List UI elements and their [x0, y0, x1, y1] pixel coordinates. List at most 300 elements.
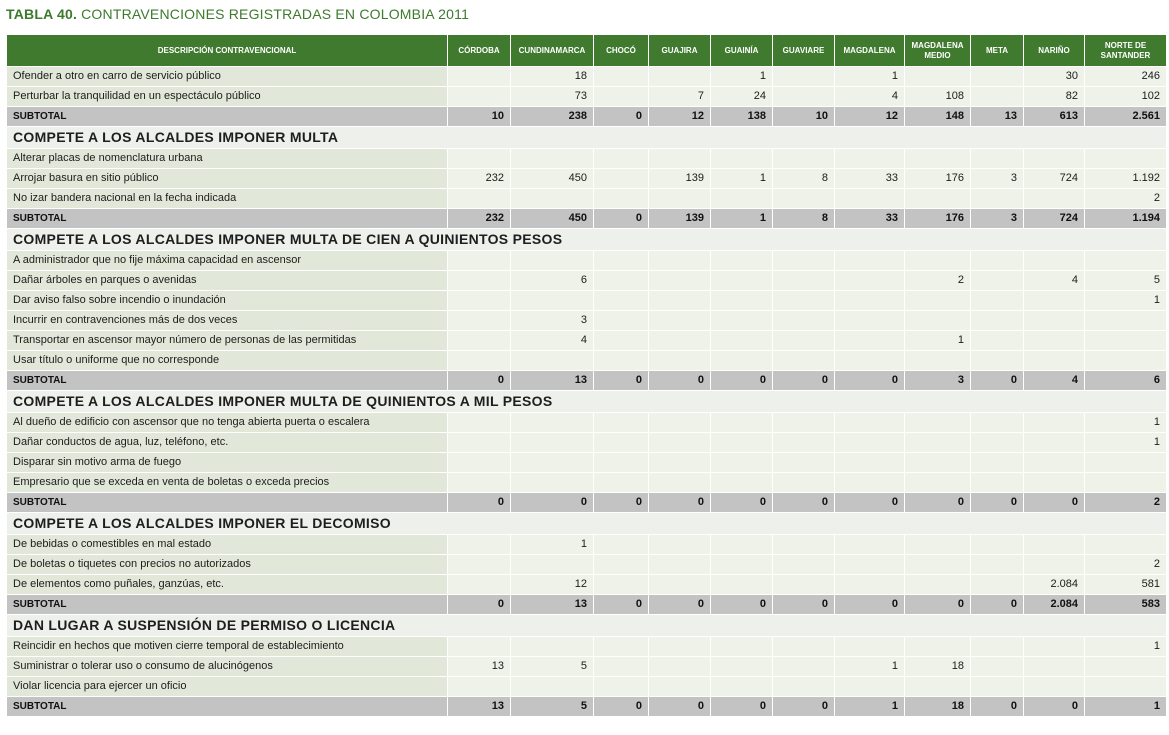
table-cell: [773, 433, 835, 453]
row-description: Incurrir en contravenciones más de dos veces: [7, 311, 448, 331]
table-cell: [1024, 291, 1085, 311]
table-cell: [1024, 189, 1085, 209]
table-cell: [448, 87, 511, 107]
table-cell: [971, 433, 1024, 453]
table-cell: [711, 637, 773, 657]
table-cell: 138: [711, 107, 773, 127]
table-cell: [649, 473, 711, 493]
table-row: [7, 351, 1167, 371]
table-cell: [511, 189, 594, 209]
table-cell: [971, 555, 1024, 575]
table-cell: [773, 555, 835, 575]
table-row: [7, 637, 1167, 657]
table-cell: 724: [1024, 169, 1085, 189]
row-description: Alterar placas de nomenclatura urbana: [7, 149, 448, 169]
column-header: MAGDALENA MEDIO: [905, 35, 971, 67]
table-cell: [594, 473, 649, 493]
table-cell: [594, 189, 649, 209]
table-cell: [711, 149, 773, 169]
table-cell: [835, 453, 905, 473]
table-cell: [971, 311, 1024, 331]
table-cell: [835, 555, 905, 575]
table-cell: [649, 311, 711, 331]
table-cell: [971, 637, 1024, 657]
row-description: Ofender a otro en carro de servicio público: [7, 67, 448, 87]
section-header-row: [7, 615, 1167, 637]
table-cell: [511, 413, 594, 433]
table-cell: [905, 149, 971, 169]
table-row: [7, 555, 1167, 575]
table-cell: 232: [448, 169, 511, 189]
table-cell: [1085, 677, 1167, 697]
table-cell: [594, 677, 649, 697]
table-cell: [905, 677, 971, 697]
table-cell: [711, 413, 773, 433]
table-cell: [711, 271, 773, 291]
table-cell: 33: [835, 209, 905, 229]
table-cell: 18: [511, 67, 594, 87]
table-cell: 0: [835, 595, 905, 615]
row-description: No izar bandera nacional en la fecha indicada: [7, 189, 448, 209]
table-cell: [1024, 433, 1085, 453]
table-cell: [835, 251, 905, 271]
table-cell: [711, 251, 773, 271]
table-cell: [711, 555, 773, 575]
row-description: Empresario que se exceda en venta de boletas o exceda precios: [7, 473, 448, 493]
table-cell: [649, 189, 711, 209]
table-cell: [1085, 453, 1167, 473]
table-cell: [971, 677, 1024, 697]
table-cell: 2: [1085, 189, 1167, 209]
row-description: Al dueño de edificio con ascensor que no tenga abierta puerta o escalera: [7, 413, 448, 433]
row-description: Violar licencia para ejercer un oficio: [7, 677, 448, 697]
table-cell: 0: [594, 107, 649, 127]
table-cell: [711, 575, 773, 595]
table-cell: [773, 575, 835, 595]
column-header: GUAVIARE: [773, 35, 835, 67]
table-cell: [511, 149, 594, 169]
table-cell: 0: [594, 209, 649, 229]
table-cell: 3: [971, 169, 1024, 189]
table-cell: [448, 311, 511, 331]
table-cell: [1024, 149, 1085, 169]
table-cell: [905, 535, 971, 555]
table-cell: 82: [1024, 87, 1085, 107]
table-row: [7, 433, 1167, 453]
row-description: Suministrar o tolerar uso o consumo de alucinógenos: [7, 657, 448, 677]
row-description: SUBTOTAL: [7, 595, 448, 615]
table-cell: 12: [649, 107, 711, 127]
table-row: [7, 473, 1167, 493]
table-cell: 18: [905, 697, 971, 717]
table-title: [6, 4, 469, 24]
table-cell: [594, 251, 649, 271]
column-header: NARIÑO: [1024, 35, 1085, 67]
table-cell: [1024, 555, 1085, 575]
row-description: De bebidas o comestibles en mal estado: [7, 535, 448, 555]
table-cell: 176: [905, 209, 971, 229]
row-description: SUBTOTAL: [7, 371, 448, 391]
table-cell: [1024, 657, 1085, 677]
table-cell: [448, 189, 511, 209]
table-cell: [1024, 535, 1085, 555]
table-cell: [1024, 413, 1085, 433]
row-description: Dañar conductos de agua, luz, teléfono, etc.: [7, 433, 448, 453]
table-cell: [594, 351, 649, 371]
table-cell: 12: [835, 107, 905, 127]
column-header-description: DESCRIPCIÓN CONTRAVENCIONAL: [7, 35, 448, 67]
table-cell: [649, 677, 711, 697]
table-cell: [905, 291, 971, 311]
table-cell: [905, 311, 971, 331]
table-cell: [1085, 535, 1167, 555]
table-cell: 1: [1085, 291, 1167, 311]
table-row: [7, 331, 1167, 351]
table-cell: [835, 575, 905, 595]
table-row: [7, 291, 1167, 311]
table-cell: [448, 251, 511, 271]
table-cell: [594, 291, 649, 311]
table-cell: 13: [971, 107, 1024, 127]
subtotal-row: [7, 493, 1167, 513]
table-cell: 0: [971, 493, 1024, 513]
table-cell: 13: [511, 595, 594, 615]
table-cell: 1: [711, 209, 773, 229]
table-cell: [971, 67, 1024, 87]
row-description: Dar aviso falso sobre incendio o inundación: [7, 291, 448, 311]
table-row: [7, 575, 1167, 595]
table-cell: 0: [649, 697, 711, 717]
table-cell: [594, 87, 649, 107]
table-cell: 1: [711, 67, 773, 87]
table-cell: 73: [511, 87, 594, 107]
table-cell: 238: [511, 107, 594, 127]
table-cell: 724: [1024, 209, 1085, 229]
table-cell: [511, 453, 594, 473]
table-cell: 0: [905, 595, 971, 615]
table-cell: 0: [1024, 493, 1085, 513]
table-cell: [905, 67, 971, 87]
table-cell: [594, 535, 649, 555]
section-title: COMPETE A LOS ALCALDES IMPONER EL DECOMISO: [7, 513, 1167, 535]
table-cell: [649, 657, 711, 677]
table-cell: 8: [773, 169, 835, 189]
table-cell: [511, 637, 594, 657]
section-title: COMPETE A LOS ALCALDES IMPONER MULTA DE QUINIENTOS A MIL PESOS: [7, 391, 1167, 413]
row-description: SUBTOTAL: [7, 107, 448, 127]
table-cell: [971, 575, 1024, 595]
table-cell: 4: [1024, 271, 1085, 291]
table-cell: 13: [511, 371, 594, 391]
column-header: GUAINÍA: [711, 35, 773, 67]
table-row: [7, 271, 1167, 291]
table-cell: [711, 473, 773, 493]
table-cell: [448, 555, 511, 575]
row-description: A administrador que no fije máxima capacidad en ascensor: [7, 251, 448, 271]
table-cell: [711, 311, 773, 331]
table-cell: 7: [649, 87, 711, 107]
column-header: CÓRDOBA: [448, 35, 511, 67]
table-cell: [773, 677, 835, 697]
row-description: Dañar árboles en parques o avenidas: [7, 271, 448, 291]
table-cell: [448, 291, 511, 311]
table-cell: [649, 555, 711, 575]
table-cell: [711, 657, 773, 677]
header-row: [7, 35, 1167, 67]
table-cell: [594, 555, 649, 575]
column-header: GUAJIRA: [649, 35, 711, 67]
section-header-row: [7, 513, 1167, 535]
table-cell: [649, 271, 711, 291]
table-cell: 6: [1085, 371, 1167, 391]
row-description: SUBTOTAL: [7, 493, 448, 513]
table-cell: [773, 535, 835, 555]
section-title: COMPETE A LOS ALCALDES IMPONER MULTA: [7, 127, 1167, 149]
table-cell: [649, 413, 711, 433]
table-cell: 30: [1024, 67, 1085, 87]
table-cell: 4: [835, 87, 905, 107]
table-cell: [649, 535, 711, 555]
table-cell: 0: [649, 371, 711, 391]
table-cell: [448, 473, 511, 493]
table-cell: [773, 67, 835, 87]
table-cell: [905, 575, 971, 595]
table-cell: 1: [835, 67, 905, 87]
table-row: [7, 169, 1167, 189]
table-cell: [711, 677, 773, 697]
table-cell: 2: [1085, 555, 1167, 575]
subtotal-row: [7, 595, 1167, 615]
table-cell: [448, 351, 511, 371]
table-cell: [835, 677, 905, 697]
table-cell: [971, 87, 1024, 107]
table-cell: 450: [511, 169, 594, 189]
table-cell: 2.084: [1024, 595, 1085, 615]
table-cell: [905, 433, 971, 453]
table-cell: 33: [835, 169, 905, 189]
table-cell: [971, 473, 1024, 493]
table-cell: [905, 189, 971, 209]
table-cell: [1024, 331, 1085, 351]
table-row: [7, 189, 1167, 209]
row-description: De boletas o tiquetes con precios no autorizados: [7, 555, 448, 575]
table-cell: [711, 351, 773, 371]
table-cell: [1024, 473, 1085, 493]
table-cell: [905, 251, 971, 271]
table-cell: [649, 291, 711, 311]
table-cell: [773, 271, 835, 291]
table-row: [7, 535, 1167, 555]
table-cell: [448, 433, 511, 453]
table-cell: 0: [905, 493, 971, 513]
table-cell: 0: [649, 493, 711, 513]
table-cell: [1085, 331, 1167, 351]
table-title-text: CONTRAVENCIONES REGISTRADAS EN COLOMBIA 2011: [81, 6, 470, 22]
table-cell: 0: [711, 595, 773, 615]
table-cell: 4: [1024, 371, 1085, 391]
table-cell: [448, 575, 511, 595]
table-cell: 5: [511, 697, 594, 717]
table-cell: [594, 67, 649, 87]
table-cell: 1: [1085, 637, 1167, 657]
table-cell: [971, 331, 1024, 351]
table-body: [7, 67, 1167, 717]
table-cell: [773, 351, 835, 371]
table-cell: 1: [1085, 413, 1167, 433]
column-header: CHOCÓ: [594, 35, 649, 67]
table-cell: [835, 637, 905, 657]
table-cell: 1.192: [1085, 169, 1167, 189]
table-cell: [971, 271, 1024, 291]
table-cell: 2: [905, 271, 971, 291]
table-cell: [1085, 473, 1167, 493]
table-cell: [511, 555, 594, 575]
table-cell: [1085, 351, 1167, 371]
table-cell: [649, 637, 711, 657]
table-title-label: TABLA 40.: [6, 6, 78, 22]
table-cell: 1: [905, 331, 971, 351]
row-description: De elementos como puñales, ganzúas, etc.: [7, 575, 448, 595]
table-cell: [1024, 311, 1085, 331]
column-header: MAGDALENA: [835, 35, 905, 67]
table-cell: [649, 575, 711, 595]
table-cell: [773, 291, 835, 311]
table-cell: 232: [448, 209, 511, 229]
table-cell: 613: [1024, 107, 1085, 127]
table-cell: 0: [594, 595, 649, 615]
table-cell: [511, 291, 594, 311]
table-cell: [773, 453, 835, 473]
table-cell: [905, 637, 971, 657]
table-cell: 1: [711, 169, 773, 189]
table-cell: [511, 473, 594, 493]
table-cell: [594, 657, 649, 677]
table-cell: [773, 251, 835, 271]
table-cell: 0: [971, 595, 1024, 615]
table-cell: 0: [711, 371, 773, 391]
table-cell: [594, 433, 649, 453]
table-cell: [773, 331, 835, 351]
table-cell: 450: [511, 209, 594, 229]
table-cell: [711, 535, 773, 555]
table-row: [7, 67, 1167, 87]
table-cell: 1: [1085, 697, 1167, 717]
table-cell: [511, 433, 594, 453]
table-cell: 0: [773, 493, 835, 513]
table-cell: [835, 535, 905, 555]
table-cell: [905, 351, 971, 371]
subtotal-row: [7, 371, 1167, 391]
table-cell: [1024, 637, 1085, 657]
table-cell: 102: [1085, 87, 1167, 107]
table-cell: [594, 149, 649, 169]
table-cell: [649, 67, 711, 87]
table-cell: 0: [835, 371, 905, 391]
row-description: Perturbar la tranquilidad en un espectáculo público: [7, 87, 448, 107]
table-cell: 176: [905, 169, 971, 189]
table-cell: [594, 453, 649, 473]
table-cell: [594, 637, 649, 657]
table-cell: [1024, 677, 1085, 697]
table-cell: 3: [905, 371, 971, 391]
table-cell: [1085, 657, 1167, 677]
table-cell: 4: [511, 331, 594, 351]
table-cell: [448, 149, 511, 169]
table-cell: 0: [448, 595, 511, 615]
table-cell: [448, 67, 511, 87]
table-cell: [773, 473, 835, 493]
table-row: [7, 677, 1167, 697]
table-cell: [971, 149, 1024, 169]
table-cell: [711, 189, 773, 209]
table-cell: 246: [1085, 67, 1167, 87]
table-cell: 1: [511, 535, 594, 555]
table-cell: [511, 251, 594, 271]
table-row: [7, 413, 1167, 433]
table-cell: [649, 433, 711, 453]
table-cell: [773, 87, 835, 107]
table-cell: 0: [835, 493, 905, 513]
table-cell: 0: [971, 371, 1024, 391]
table-cell: 18: [905, 657, 971, 677]
table-cell: [773, 189, 835, 209]
table-cell: [594, 413, 649, 433]
table-row: [7, 453, 1167, 473]
table-cell: [649, 331, 711, 351]
section-header-row: [7, 229, 1167, 251]
table-cell: [773, 149, 835, 169]
table-cell: [835, 413, 905, 433]
table-cell: 2.084: [1024, 575, 1085, 595]
table-cell: 1.194: [1085, 209, 1167, 229]
table-cell: [711, 453, 773, 473]
section-title: DAN LUGAR A SUSPENSIÓN DE PERMISO O LICENCIA: [7, 615, 1167, 637]
table-cell: [835, 331, 905, 351]
table-row: [7, 251, 1167, 271]
table-cell: [971, 251, 1024, 271]
table-cell: [1024, 453, 1085, 473]
subtotal-row: [7, 107, 1167, 127]
table-cell: 8: [773, 209, 835, 229]
section-header-row: [7, 127, 1167, 149]
table-cell: [835, 271, 905, 291]
table-cell: 2.561: [1085, 107, 1167, 127]
table-cell: 10: [773, 107, 835, 127]
column-header: CUNDINAMARCA: [511, 35, 594, 67]
table-cell: 0: [594, 371, 649, 391]
table-cell: 0: [1024, 697, 1085, 717]
table-cell: 10: [448, 107, 511, 127]
table-cell: 139: [649, 209, 711, 229]
table-cell: [905, 413, 971, 433]
table-cell: 13: [448, 657, 511, 677]
table-cell: [835, 351, 905, 371]
table-cell: 24: [711, 87, 773, 107]
table-cell: [835, 433, 905, 453]
table-cell: [773, 311, 835, 331]
row-description: Disparar sin motivo arma de fuego: [7, 453, 448, 473]
row-description: SUBTOTAL: [7, 697, 448, 717]
contravenciones-table: [6, 34, 1167, 717]
table-cell: 12: [511, 575, 594, 595]
table-cell: 583: [1085, 595, 1167, 615]
table-cell: 0: [971, 697, 1024, 717]
table-cell: [1024, 251, 1085, 271]
table-cell: 108: [905, 87, 971, 107]
subtotal-row: [7, 697, 1167, 717]
subtotal-row: [7, 209, 1167, 229]
table-cell: [649, 351, 711, 371]
